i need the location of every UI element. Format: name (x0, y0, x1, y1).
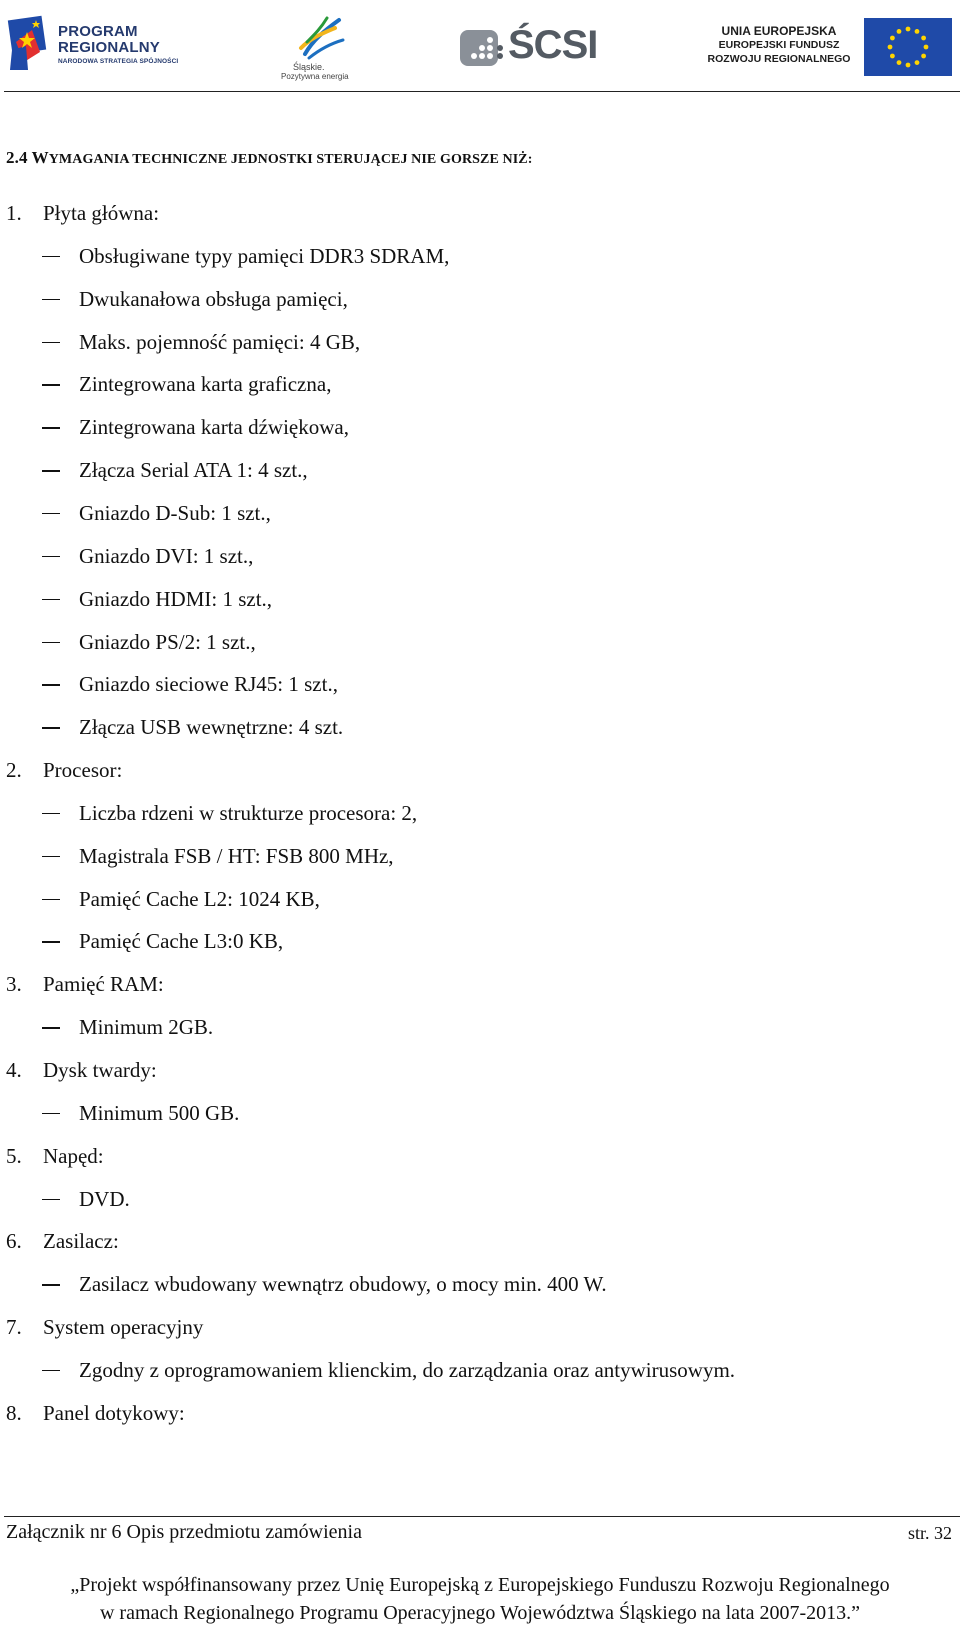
program-logo-line2: REGIONALNY (58, 39, 161, 56)
dash-bullet-icon (42, 342, 60, 344)
item-heading: Pamięć RAM: (43, 972, 164, 997)
bullet-text: Liczba rdzeni w strukturze procesora: 2, (79, 800, 418, 825)
bullet-text: Gniazdo sieciowe RJ45: 1 szt., (79, 672, 338, 697)
dash-bullet-icon (42, 684, 60, 686)
bullet-text: Gniazdo DVI: 1 szt., (79, 543, 254, 568)
bullet-text: Magistrala FSB / HT: FSB 800 MHz, (79, 843, 394, 868)
attachment-label: Załącznik nr 6 Opis przedmiotu zamówienia (6, 1521, 362, 1543)
item-number: 6. (6, 1229, 22, 1254)
section-title-initial: W (31, 148, 49, 167)
item-heading: Panel dotykowy: (43, 1400, 185, 1425)
section-title-rest: YMAGANIA TECHNICZNE JEDNOSTKI STERUJĄCEJ NIE GORSZE NIŻ: (48, 152, 533, 167)
bullet-text: DVD. (79, 1186, 130, 1211)
dash-bullet-icon (42, 727, 60, 729)
project-note-line1: „Projekt współfinansowany przez Unię Europejską z Europejskiego Funduszu Rozwoju Regionalnego (70, 1574, 890, 1596)
item-number: 5. (6, 1143, 22, 1168)
slaskie-logo (275, 14, 365, 80)
eu-logo-line3: ROZWOJU REGIONALNEGO (707, 53, 851, 65)
program-regionalny-logo (6, 10, 206, 76)
program-logo-line1: PROGRAM (58, 23, 138, 40)
bullet-text: Pamięć Cache L2: 1024 KB, (79, 886, 320, 911)
bullet-text: Gniazdo PS/2: 1 szt., (79, 629, 256, 654)
header-divider (4, 91, 960, 92)
item-number: 2. (6, 758, 22, 783)
dash-bullet-icon (42, 1284, 60, 1286)
scsi-logo (460, 22, 630, 72)
dash-bullet-icon (42, 556, 60, 558)
project-note-line2: w ramach Regionalnego Programu Operacyjnego Województwa Śląskiego na lata 2007-2013.” (99, 1602, 861, 1624)
bullet-text: Obsługiwane typy pamięci DDR3 SDRAM, (79, 243, 450, 268)
dash-bullet-icon (42, 299, 60, 301)
item-number: 7. (6, 1315, 22, 1340)
program-logo-line3: NARODOWA STRATEGIA SPÓJNOŚCI (58, 58, 179, 65)
dash-bullet-icon (42, 1027, 60, 1029)
dash-bullet-icon (42, 599, 60, 601)
bullet-text: Złącza Serial ATA 1: 4 szt., (79, 458, 308, 483)
dash-bullet-icon (42, 941, 60, 943)
item-heading: Napęd: (43, 1143, 104, 1168)
slaskie-tagline: Pozytywna energia (281, 72, 349, 81)
dash-bullet-icon (42, 642, 60, 644)
eu-flag-icon (864, 18, 952, 76)
bullet-text: Zasilacz wbudowany wewnątrz obudowy, o mocy min. 400 W. (79, 1272, 607, 1297)
item-heading: Procesor: (43, 758, 123, 783)
item-heading: Zasilacz: (43, 1229, 119, 1254)
bullet-text: Maks. pojemność pamięci: 4 GB, (79, 329, 361, 354)
bullet-text: Zintegrowana karta dźwiękowa, (79, 415, 349, 440)
bullet-text: Zgodny z oprogramowaniem klienckim, do zarządzania oraz antywirusowym. (79, 1357, 736, 1382)
footer-divider (4, 1516, 960, 1517)
slaskie-name: Śląskie. (293, 62, 325, 72)
item-number: 4. (6, 1058, 22, 1082)
bullet-text: Gniazdo HDMI: 1 szt., (79, 586, 273, 611)
section-number: 2.4 (6, 148, 28, 167)
dash-bullet-icon (42, 470, 60, 472)
item-heading: Płyta główna: (43, 201, 160, 225)
item-number: 3. (6, 972, 22, 997)
eu-logo-line2: EUROPEJSKI FUNDUSZ (718, 39, 840, 51)
bullet-text: Zintegrowana karta graficzna, (79, 372, 332, 397)
slaskie-swirl-icon (291, 14, 351, 60)
dash-bullet-icon (42, 1199, 60, 1201)
page-number: str. 32 (907, 1523, 952, 1543)
item-heading: Dysk twardy: (43, 1058, 157, 1082)
bullet-text: Dwukanałowa obsługa pamięci, (79, 286, 348, 311)
section-heading (6, 148, 533, 168)
item-number: 1. (6, 201, 22, 225)
scsi-wordmark: ŚCSI (508, 23, 598, 67)
bullet-text: Minimum 2GB. (79, 1015, 214, 1040)
item-heading: System operacyjny (43, 1315, 204, 1340)
program-regionalny-emblem-icon (6, 12, 54, 72)
dash-bullet-icon (42, 513, 60, 515)
scsi-dots-icon (460, 26, 506, 70)
bullet-text: Pamięć Cache L3:0 KB, (79, 929, 284, 954)
dash-bullet-icon (42, 256, 60, 258)
dash-bullet-icon (42, 1113, 60, 1115)
bullet-text: Złącza USB wewnętrzne: 4 szt. (79, 715, 344, 740)
dash-bullet-icon (42, 427, 60, 429)
dash-bullet-icon (42, 899, 60, 901)
page-header (0, 0, 960, 92)
bullet-text: Gniazdo D-Sub: 1 szt., (79, 500, 271, 525)
bullet-text: Minimum 500 GB. (79, 1100, 240, 1125)
dash-bullet-icon (42, 1370, 60, 1372)
eu-logo (706, 18, 956, 78)
item-number: 8. (6, 1400, 22, 1425)
dash-bullet-icon (42, 384, 60, 386)
eu-logo-line1: UNIA EUROPEJSKA (721, 24, 837, 38)
dash-bullet-icon (42, 856, 60, 858)
dash-bullet-icon (42, 813, 60, 815)
